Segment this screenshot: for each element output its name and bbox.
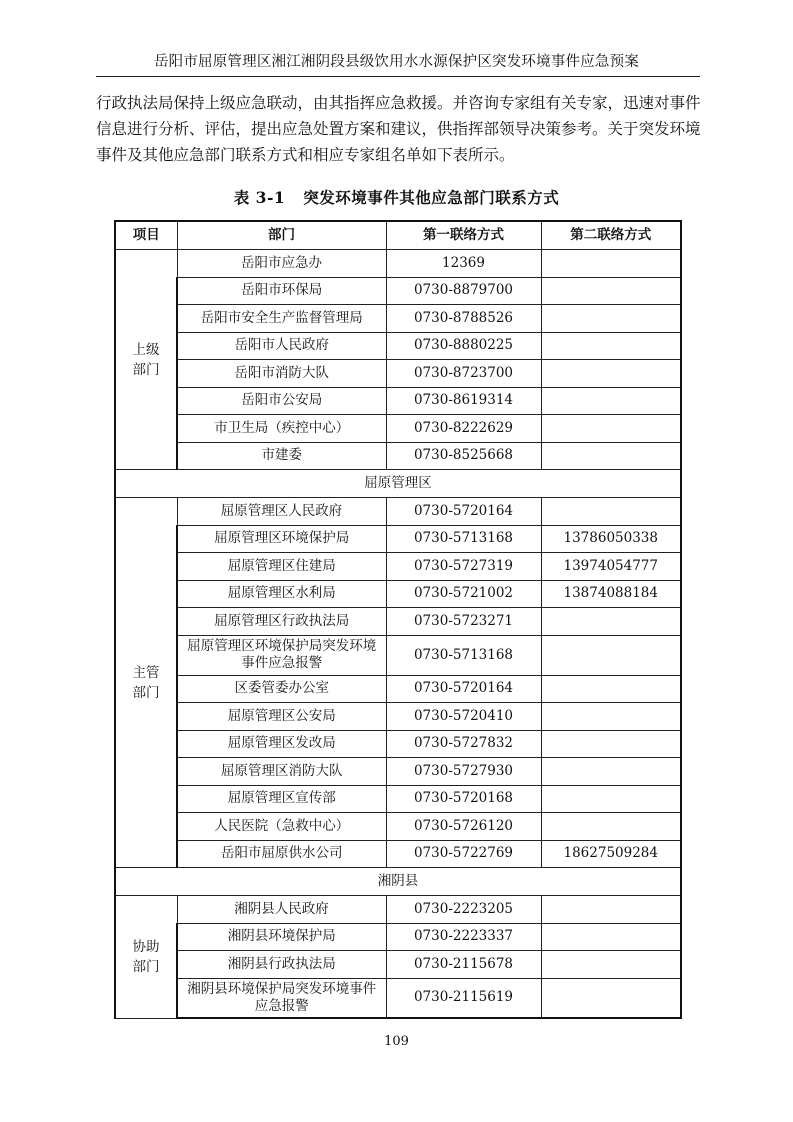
department-cell: 屈原管理区环境保护局突发环境事件应急报警 (177, 635, 386, 675)
department-cell: 岳阳市应急办 (177, 250, 386, 278)
department-cell: 湘阴县环境保护局突发环境事件应急报警 (177, 978, 386, 1018)
table-row (115, 608, 681, 636)
table-row (115, 498, 681, 526)
primary-contact-cell: 0730-5726120 (386, 813, 541, 841)
header-rule (96, 76, 700, 77)
primary-contact-cell: 0730-2223205 (386, 896, 541, 924)
table-row (115, 332, 681, 360)
body-paragraph: 行政执法局保持上级应急联动，由其指挥应急救援。并咨询专家组有关专家，迅速对事件信息进行分析、评估，提出应急处置方案和建议，供指挥部领导决策参考。关于突发环境事件及其他应急部门联系方式和相应专家组名单如下表所示。 (96, 94, 701, 164)
header-item: 项目 (115, 221, 177, 250)
department-cell: 屈原管理区发改局 (177, 730, 386, 758)
department-cell: 屈原管理区公安局 (177, 703, 386, 731)
primary-contact-cell: 0730-5723271 (386, 608, 541, 636)
contacts-table (114, 220, 682, 1019)
secondary-contact-cell: 13874088184 (541, 580, 681, 608)
page-number: 109 (384, 1034, 409, 1049)
primary-contact-cell: 12369 (386, 250, 541, 278)
department-cell: 岳阳市安全生产监督管理局 (177, 305, 386, 333)
section-row (115, 470, 681, 498)
primary-contact-cell: 0730-8879700 (386, 277, 541, 305)
table-row (115, 442, 681, 470)
department-cell: 屈原管理区水利局 (177, 580, 386, 608)
secondary-contact-cell (541, 498, 681, 526)
table-row (115, 951, 681, 979)
table-row (115, 635, 681, 675)
secondary-contact-cell (541, 387, 681, 415)
primary-contact-cell: 0730-8723700 (386, 360, 541, 388)
primary-contact-cell: 0730-8222629 (386, 415, 541, 443)
table-row (115, 813, 681, 841)
secondary-contact-cell (541, 923, 681, 951)
table-row (115, 305, 681, 333)
primary-contact-cell: 0730-8619314 (386, 387, 541, 415)
primary-contact-cell: 0730-5721002 (386, 580, 541, 608)
table-row (115, 675, 681, 703)
department-cell: 屈原管理区人民政府 (177, 498, 386, 526)
header-department: 部门 (177, 221, 386, 250)
table-caption-title: 突发环境事件其他应急部门联系方式 (303, 188, 560, 207)
department-cell: 市建委 (177, 442, 386, 470)
table-row (115, 840, 681, 868)
department-cell: 岳阳市消防大队 (177, 360, 386, 388)
header-primary-contact: 第一联络方式 (386, 221, 541, 250)
secondary-contact-cell: 13786050338 (541, 525, 681, 553)
secondary-contact-cell (541, 675, 681, 703)
section-title: 屈原管理区 (115, 470, 681, 498)
secondary-contact-cell (541, 442, 681, 470)
primary-contact-cell: 0730-5722769 (386, 840, 541, 868)
secondary-contact-cell (541, 608, 681, 636)
department-cell: 湘阴县环境保护局 (177, 923, 386, 951)
department-cell: 岳阳市公安局 (177, 387, 386, 415)
table-row (115, 553, 681, 581)
primary-contact-cell: 0730-8788526 (386, 305, 541, 333)
department-cell: 岳阳市环保局 (177, 277, 386, 305)
secondary-contact-cell (541, 635, 681, 675)
secondary-contact-cell (541, 277, 681, 305)
table-row (115, 978, 681, 1018)
secondary-contact-cell: 13974054777 (541, 553, 681, 581)
primary-contact-cell: 0730-2223337 (386, 923, 541, 951)
department-cell: 湘阴县人民政府 (177, 896, 386, 924)
table-caption (0, 186, 793, 208)
secondary-contact-cell (541, 305, 681, 333)
primary-contact-cell: 0730-8525668 (386, 442, 541, 470)
category-cell: 协助部门 (115, 896, 177, 1019)
secondary-contact-cell: 18627509284 (541, 840, 681, 868)
table-body (115, 250, 681, 1019)
secondary-contact-cell (541, 758, 681, 786)
category-cell: 上级部门 (115, 250, 177, 470)
secondary-contact-cell (541, 415, 681, 443)
primary-contact-cell: 0730-5713168 (386, 635, 541, 675)
department-cell: 屈原管理区住建局 (177, 553, 386, 581)
primary-contact-cell: 0730-8880225 (386, 332, 541, 360)
table-caption-number: 表 3-1 (233, 188, 286, 207)
table-row (115, 387, 681, 415)
primary-contact-cell: 0730-5727930 (386, 758, 541, 786)
section-title: 湘阴县 (115, 868, 681, 896)
secondary-contact-cell (541, 250, 681, 278)
category-cell: 主管部门 (115, 498, 177, 868)
primary-contact-cell: 0730-2115678 (386, 951, 541, 979)
table-row (115, 250, 681, 278)
department-cell: 屈原管理区消防大队 (177, 758, 386, 786)
department-cell: 市卫生局（疾控中心） (177, 415, 386, 443)
header-secondary-contact: 第二联络方式 (541, 221, 681, 250)
primary-contact-cell: 0730-5720168 (386, 785, 541, 813)
secondary-contact-cell (541, 978, 681, 1018)
table-row (115, 360, 681, 388)
table-row (115, 277, 681, 305)
department-cell: 湘阴县行政执法局 (177, 951, 386, 979)
department-cell: 屈原管理区环境保护局 (177, 525, 386, 553)
department-cell: 屈原管理区行政执法局 (177, 608, 386, 636)
primary-contact-cell: 0730-5720164 (386, 498, 541, 526)
page-header: 岳阳市屈原管理区湘江湘阴段县级饮用水水源保护区突发环境事件应急预案 (153, 54, 640, 70)
table-row (115, 923, 681, 951)
table-row (115, 703, 681, 731)
secondary-contact-cell (541, 785, 681, 813)
secondary-contact-cell (541, 360, 681, 388)
table-row (115, 415, 681, 443)
primary-contact-cell: 0730-5727319 (386, 553, 541, 581)
primary-contact-cell: 0730-5720410 (386, 703, 541, 731)
table-row (115, 896, 681, 924)
secondary-contact-cell (541, 730, 681, 758)
table-row (115, 580, 681, 608)
section-row (115, 868, 681, 896)
table-row (115, 785, 681, 813)
department-cell: 人民医院（急救中心） (177, 813, 386, 841)
secondary-contact-cell (541, 813, 681, 841)
primary-contact-cell: 0730-5727832 (386, 730, 541, 758)
primary-contact-cell: 0730-5713168 (386, 525, 541, 553)
secondary-contact-cell (541, 332, 681, 360)
table-row (115, 730, 681, 758)
department-cell: 屈原管理区宣传部 (177, 785, 386, 813)
secondary-contact-cell (541, 951, 681, 979)
department-cell: 岳阳市人民政府 (177, 332, 386, 360)
secondary-contact-cell (541, 703, 681, 731)
department-cell: 岳阳市屈原供水公司 (177, 840, 386, 868)
primary-contact-cell: 0730-5720164 (386, 675, 541, 703)
secondary-contact-cell (541, 896, 681, 924)
table-row (115, 525, 681, 553)
primary-contact-cell: 0730-2115619 (386, 978, 541, 1018)
table-row (115, 758, 681, 786)
department-cell: 区委管委办公室 (177, 675, 386, 703)
